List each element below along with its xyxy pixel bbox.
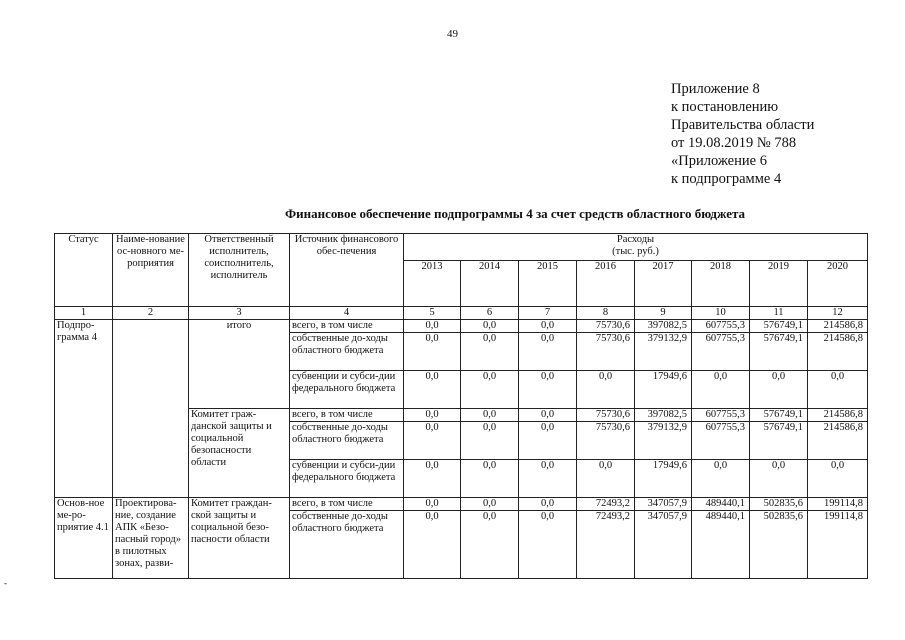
value-cell: 0,0 bbox=[461, 422, 519, 460]
name-cell bbox=[113, 320, 189, 498]
column-index: 2 bbox=[113, 307, 189, 320]
value-cell: 0,0 bbox=[461, 498, 519, 511]
value-cell: 214586,8 bbox=[808, 409, 868, 422]
source-cell: всего, в том числе bbox=[290, 498, 404, 511]
value-cell: 502835,6 bbox=[750, 498, 808, 511]
value-cell: 0,0 bbox=[461, 409, 519, 422]
status-cell: Подпро-грамма 4 bbox=[55, 320, 113, 498]
value-cell: 199114,8 bbox=[808, 511, 868, 579]
column-index: 8 bbox=[577, 307, 635, 320]
value-cell: 0,0 bbox=[404, 320, 461, 333]
value-cell: 214586,8 bbox=[808, 422, 868, 460]
value-cell: 0,0 bbox=[519, 498, 577, 511]
value-cell: 489440,1 bbox=[692, 511, 750, 579]
value-cell: 397082,5 bbox=[635, 409, 692, 422]
table-row bbox=[55, 498, 868, 511]
column-index: 3 bbox=[189, 307, 290, 320]
value-cell: 0,0 bbox=[461, 460, 519, 498]
column-index: 4 bbox=[290, 307, 404, 320]
value-cell: 0,0 bbox=[808, 460, 868, 498]
column-index: 9 bbox=[635, 307, 692, 320]
value-cell: 0,0 bbox=[404, 498, 461, 511]
value-cell: 0,0 bbox=[519, 409, 577, 422]
header-year: 2013 bbox=[404, 261, 461, 307]
header-year: 2014 bbox=[461, 261, 519, 307]
document-title: Финансовое обеспечение подпрограммы 4 за счет средств областного бюджета bbox=[284, 206, 746, 221]
margin-mark: - bbox=[4, 578, 7, 588]
appendix-block bbox=[671, 80, 814, 188]
value-cell: 347057,9 bbox=[635, 511, 692, 579]
header-year: 2016 bbox=[577, 261, 635, 307]
column-index-row bbox=[55, 307, 868, 320]
value-cell: 0,0 bbox=[404, 460, 461, 498]
value-cell: 607755,3 bbox=[692, 320, 750, 333]
page-number: 49 bbox=[447, 28, 458, 40]
value-cell: 607755,3 bbox=[692, 409, 750, 422]
value-cell: 0,0 bbox=[461, 371, 519, 409]
responsible-cell: итого bbox=[189, 320, 290, 409]
value-cell: 0,0 bbox=[808, 371, 868, 409]
value-cell: 0,0 bbox=[404, 409, 461, 422]
value-cell: 0,0 bbox=[404, 422, 461, 460]
value-cell: 0,0 bbox=[750, 460, 808, 498]
source-cell: всего, в том числе bbox=[290, 320, 404, 333]
source-cell: собственные до-ходы областного бюджета bbox=[290, 422, 404, 460]
value-cell: 75730,6 bbox=[577, 333, 635, 371]
header-expenses-label: Расходы bbox=[616, 234, 655, 245]
appendix-line: к постановлению bbox=[671, 99, 779, 115]
value-cell: 347057,9 bbox=[635, 498, 692, 511]
responsible-cell: Комитет граж-данской защиты и социальной безопасности области bbox=[189, 409, 290, 498]
table-row bbox=[55, 320, 868, 333]
value-cell: 0,0 bbox=[461, 320, 519, 333]
value-cell: 0,0 bbox=[577, 371, 635, 409]
name-cell: Проектирова-ние, создание АПК «Безо-пасный город» в пилотных зонах, разви- bbox=[113, 498, 189, 579]
value-cell: 199114,8 bbox=[808, 498, 868, 511]
value-cell: 214586,8 bbox=[808, 333, 868, 371]
source-cell: собственные до-ходы областного бюджета bbox=[290, 511, 404, 579]
column-index: 5 bbox=[404, 307, 461, 320]
source-cell: субвенции и субси-дии федерального бюджета bbox=[290, 460, 404, 498]
value-cell: 397082,5 bbox=[635, 320, 692, 333]
header-year: 2020 bbox=[808, 261, 868, 307]
finance-table bbox=[54, 233, 868, 579]
appendix-line: Правительства области bbox=[671, 117, 815, 133]
value-cell: 0,0 bbox=[519, 422, 577, 460]
responsible-cell: Комитет граждан-ской защиты и социальной безо-пасности области bbox=[189, 498, 290, 579]
value-cell: 75730,6 bbox=[577, 320, 635, 333]
column-index: 1 bbox=[55, 307, 113, 320]
header-responsible: Ответственный исполнитель, соисполнитель, исполнитель bbox=[189, 234, 290, 307]
appendix-line: к подпрограмме 4 bbox=[671, 171, 782, 187]
value-cell: 0,0 bbox=[519, 371, 577, 409]
column-index: 10 bbox=[692, 307, 750, 320]
appendix-line: Приложение 8 bbox=[671, 81, 760, 97]
header-source: Источник финансового обес-печения bbox=[290, 234, 404, 307]
value-cell: 75730,6 bbox=[577, 409, 635, 422]
value-cell: 489440,1 bbox=[692, 498, 750, 511]
header-year: 2019 bbox=[750, 261, 808, 307]
value-cell: 607755,3 bbox=[692, 333, 750, 371]
appendix-line: «Приложение 6 bbox=[671, 153, 767, 169]
value-cell: 0,0 bbox=[692, 371, 750, 409]
value-cell: 0,0 bbox=[519, 460, 577, 498]
column-index: 7 bbox=[519, 307, 577, 320]
value-cell: 0,0 bbox=[750, 371, 808, 409]
value-cell: 72493,2 bbox=[577, 498, 635, 511]
header-year: 2017 bbox=[635, 261, 692, 307]
value-cell: 502835,6 bbox=[750, 511, 808, 579]
value-cell: 576749,1 bbox=[750, 409, 808, 422]
header-name: Наиме-нование ос-новного ме-роприятия bbox=[113, 234, 189, 307]
header-year: 2018 bbox=[692, 261, 750, 307]
value-cell: 0,0 bbox=[519, 320, 577, 333]
value-cell: 0,0 bbox=[461, 511, 519, 579]
value-cell: 0,0 bbox=[461, 333, 519, 371]
status-cell: Основ-ное ме-ро-приятие 4.1 bbox=[55, 498, 113, 579]
column-index: 6 bbox=[461, 307, 519, 320]
source-cell: субвенции и субси-дии федерального бюджета bbox=[290, 371, 404, 409]
value-cell: 0,0 bbox=[404, 371, 461, 409]
value-cell: 17949,6 bbox=[635, 460, 692, 498]
source-cell: собственные до-ходы областного бюджета bbox=[290, 333, 404, 371]
column-index: 12 bbox=[808, 307, 868, 320]
value-cell: 576749,1 bbox=[750, 333, 808, 371]
source-cell: всего, в том числе bbox=[290, 409, 404, 422]
value-cell: 576749,1 bbox=[750, 320, 808, 333]
value-cell: 0,0 bbox=[404, 511, 461, 579]
header-year: 2015 bbox=[519, 261, 577, 307]
value-cell: 17949,6 bbox=[635, 371, 692, 409]
value-cell: 0,0 bbox=[519, 333, 577, 371]
value-cell: 75730,6 bbox=[577, 422, 635, 460]
value-cell: 72493,2 bbox=[577, 511, 635, 579]
value-cell: 379132,9 bbox=[635, 422, 692, 460]
header-unit: (тыс. руб.) bbox=[612, 246, 659, 257]
value-cell: 0,0 bbox=[692, 460, 750, 498]
column-index: 11 bbox=[750, 307, 808, 320]
value-cell: 379132,9 bbox=[635, 333, 692, 371]
value-cell: 0,0 bbox=[519, 511, 577, 579]
value-cell: 0,0 bbox=[577, 460, 635, 498]
header-row bbox=[55, 234, 868, 261]
appendix-line: от 19.08.2019 № 788 bbox=[671, 135, 797, 151]
value-cell: 576749,1 bbox=[750, 422, 808, 460]
value-cell: 0,0 bbox=[404, 333, 461, 371]
header-status: Статус bbox=[55, 234, 113, 307]
value-cell: 214586,8 bbox=[808, 320, 868, 333]
header-expenses bbox=[404, 234, 868, 261]
value-cell: 607755,3 bbox=[692, 422, 750, 460]
